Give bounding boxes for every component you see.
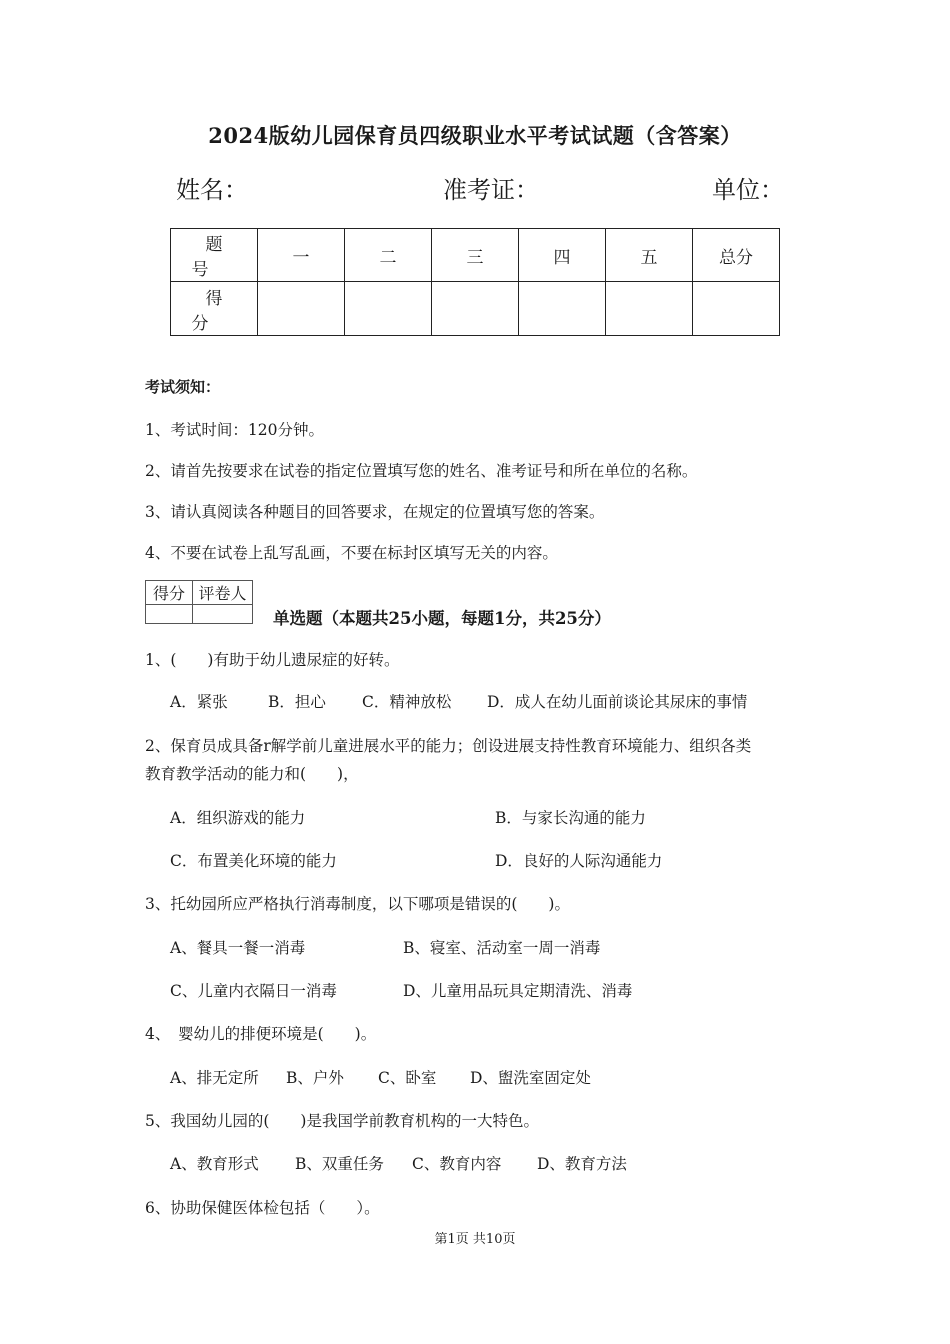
name-label: 姓名： bbox=[176, 176, 248, 204]
score-cell bbox=[432, 282, 519, 336]
column-header: 三 bbox=[432, 229, 519, 282]
score-table-header-row bbox=[171, 229, 780, 282]
section-title: 单选题（本题共25小题，每题1分，共25分） bbox=[273, 609, 611, 628]
question-option: B．与家长沟通的能力 bbox=[495, 809, 646, 827]
notice-title: 考试须知： bbox=[145, 378, 221, 396]
grader-score-label: 得分 bbox=[146, 581, 193, 605]
score-cell bbox=[693, 282, 780, 336]
grader-cell bbox=[193, 605, 253, 624]
score-cell bbox=[345, 282, 432, 336]
question-option: C、卧室 bbox=[378, 1069, 437, 1087]
question-option: B、寝室、活动室一周一消毒 bbox=[403, 939, 601, 957]
exam-id-label: 准考证： bbox=[443, 176, 539, 204]
question-option: B、双重任务 bbox=[295, 1155, 384, 1173]
column-header: 一 bbox=[258, 229, 345, 282]
document-title: 2024版幼儿园保育员四级职业水平考试试题（含答案） bbox=[208, 123, 742, 148]
question-number-label: 题号 bbox=[171, 229, 258, 282]
unit-label: 单位： bbox=[712, 176, 784, 204]
question-option: B．担心 bbox=[268, 693, 326, 711]
question-option: D、教育方法 bbox=[537, 1155, 627, 1173]
grader-box bbox=[145, 580, 253, 624]
question-option: D、盥洗室固定处 bbox=[470, 1069, 591, 1087]
question-stem-continued: 教育教学活动的能力和( )， bbox=[145, 765, 359, 783]
page-footer: 第1页 共10页 bbox=[434, 1232, 516, 1247]
score-cell bbox=[519, 282, 606, 336]
question-option: A．组织游戏的能力 bbox=[170, 809, 306, 827]
score-cell bbox=[606, 282, 693, 336]
question-stem: 2、保育员成具备r解学前儿童进展水平的能力；创设进展支持性教育环境能力、组织各类 bbox=[145, 737, 752, 755]
question-option: B、户外 bbox=[286, 1069, 344, 1087]
question-option: A．紧张 bbox=[170, 693, 228, 711]
question-stem: 5、我国幼儿园的( )是我国学前教育机构的一大特色。 bbox=[145, 1112, 539, 1130]
grader-score-cell bbox=[146, 605, 193, 624]
notice-item: 1、考试时间：120分钟。 bbox=[145, 421, 324, 439]
question-stem: 3、托幼园所应严格执行消毒制度，以下哪项是错误的( )。 bbox=[145, 895, 570, 913]
question-option: D．成人在幼儿面前谈论其尿床的事情 bbox=[487, 693, 748, 711]
column-header: 四 bbox=[519, 229, 606, 282]
question-option: C、儿童内衣隔日一消毒 bbox=[170, 982, 337, 1000]
score-row-label: 得分 bbox=[171, 282, 258, 336]
question-option: C．布置美化环境的能力 bbox=[170, 852, 337, 870]
question-option: C．精神放松 bbox=[362, 693, 452, 711]
score-cell bbox=[258, 282, 345, 336]
notice-item: 4、不要在试卷上乱写乱画，不要在标封区填写无关的内容。 bbox=[145, 544, 558, 562]
notice-item: 2、请首先按要求在试卷的指定位置填写您的姓名、准考证号和所在单位的名称。 bbox=[145, 462, 698, 480]
column-header: 五 bbox=[606, 229, 693, 282]
question-option: A、排无定所 bbox=[170, 1069, 259, 1087]
question-stem: 1、( )有助于幼儿遗尿症的好转。 bbox=[145, 651, 400, 669]
question-option: D、儿童用品玩具定期清洗、消毒 bbox=[403, 982, 633, 1000]
column-header: 二 bbox=[345, 229, 432, 282]
question-option: D．良好的人际沟通能力 bbox=[495, 852, 663, 870]
question-option: C、教育内容 bbox=[412, 1155, 502, 1173]
score-table-score-row bbox=[171, 282, 780, 336]
grader-label: 评卷人 bbox=[193, 581, 253, 605]
question-option: A、餐具一餐一消毒 bbox=[170, 939, 306, 957]
question-stem: 4、 婴幼儿的排便环境是( )。 bbox=[145, 1025, 377, 1043]
column-header: 总分 bbox=[693, 229, 780, 282]
question-stem: 6、协助保健医体检包括（ ）。 bbox=[145, 1199, 380, 1217]
score-table bbox=[170, 228, 780, 336]
notice-item: 3、请认真阅读各种题目的回答要求，在规定的位置填写您的答案。 bbox=[145, 503, 605, 521]
question-option: A、教育形式 bbox=[170, 1155, 259, 1173]
